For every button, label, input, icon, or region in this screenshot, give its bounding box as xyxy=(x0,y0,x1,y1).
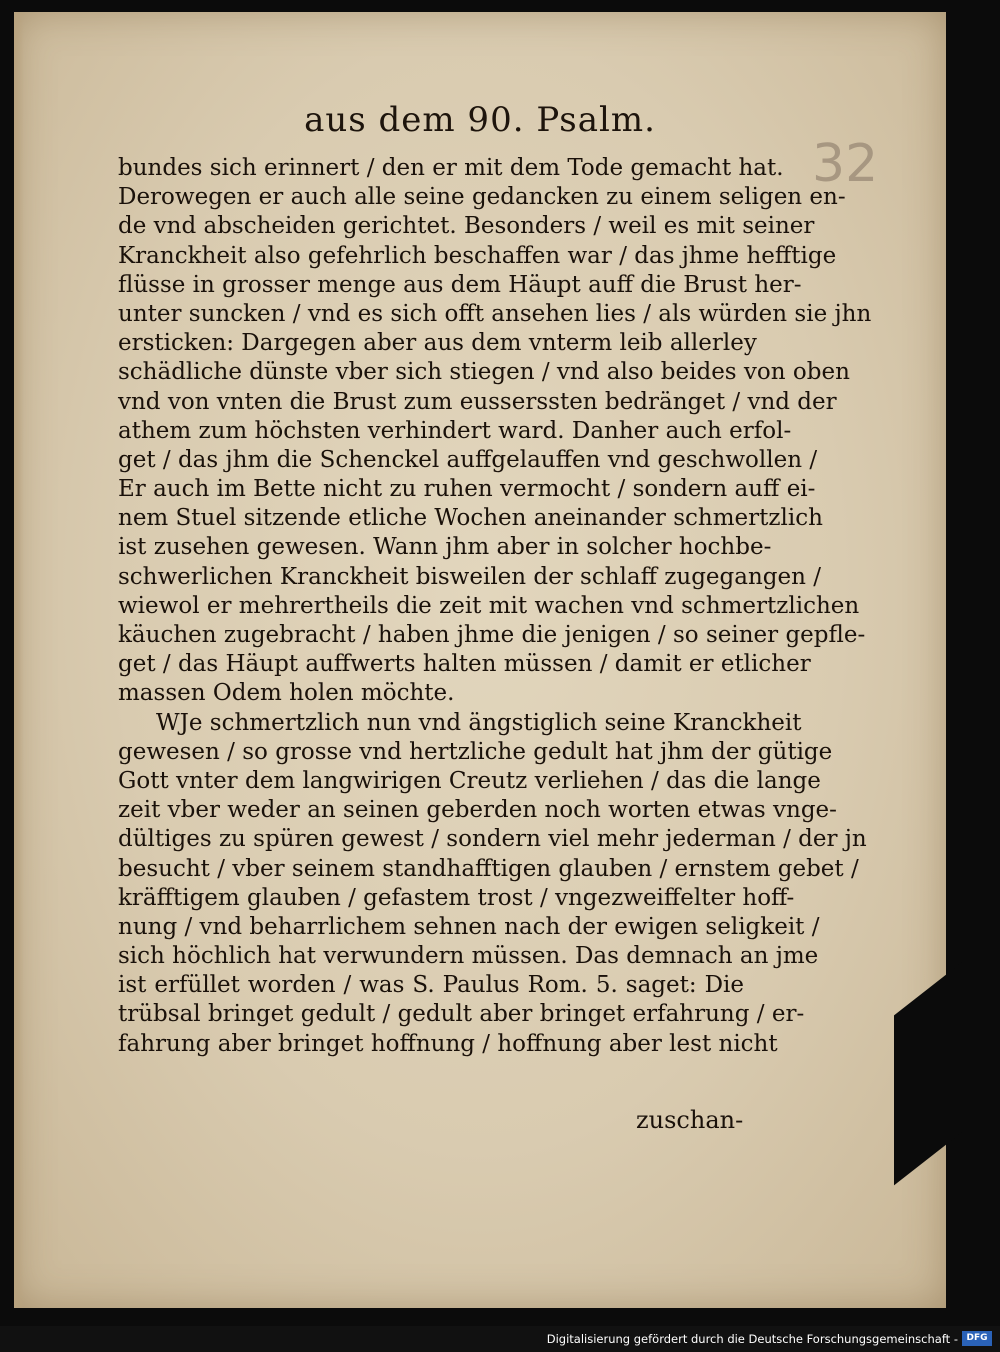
text-line: gewesen / so grosse vnd hertzliche gedult hat jhm der gütige xyxy=(118,738,833,765)
text-line: Derowegen er auch alle seine gedancken zu einem seligen en- xyxy=(118,184,846,211)
text-line: Gott vnter dem langwirigen Creutz verliehen / das die lange xyxy=(118,767,821,794)
text-line: nung / vnd beharrlichem sehnen nach der ewigen seligkeit / xyxy=(118,913,820,940)
text-line: vnd von vnten die Brust zum eusserssten bedränget / vnd der xyxy=(118,388,837,415)
text-line: bundes sich erinnert / den er mit dem Tode gemacht hat. xyxy=(118,155,784,181)
book-page xyxy=(14,12,946,1308)
funding-credit: Digitalisierung gefördert durch die Deutsche Forschungsgemeinschaft - xyxy=(546,1332,958,1346)
text-line: dültiges zu spüren gewest / sondern viel mehr jederman / der jn xyxy=(118,826,867,853)
text-line: trübsal bringet gedult / gedult aber bringet erfahrung / er- xyxy=(118,1001,805,1028)
text-line: ersticken: Dargegen aber aus dem vnterm leib allerley xyxy=(118,330,757,357)
text-line: käuchen zugebracht / haben jhme die jenigen / so seiner gepfle- xyxy=(118,622,866,648)
text-line: besucht / vber seinem standhafftigen glauben / ernstem gebet / xyxy=(118,855,859,882)
text-line: kräfftigem glauben / gefastem trost / vngezweiffelter hoff- xyxy=(118,884,795,911)
footer-bar xyxy=(0,1326,1000,1352)
text-line: schwerlichen Kranckheit bisweilen der schlaff zugegangen / xyxy=(118,563,821,590)
catchword: zuschan- xyxy=(636,1106,744,1134)
text-line: athem zum höchsten verhindert ward. Danher auch erfol- xyxy=(118,417,792,444)
text-line: get / das jhm die Schenckel auffgelauffen vnd geschwollen / xyxy=(118,446,818,473)
text-line: WJe schmertzlich nun vnd ängstiglich seine Kranckheit xyxy=(156,709,802,736)
text-line: unter suncken / vnd es sich offt ansehen lies / als würden sie jhn xyxy=(118,300,872,327)
text-line: ist zusehen gewesen. Wann jhm aber in solcher hochbe- xyxy=(118,534,772,561)
torn-page-corner xyxy=(894,961,964,1186)
dfg-logo-icon: DFG xyxy=(962,1331,992,1346)
text-line: ist erfüllet worden / was S. Paulus Rom. 5. saget: Die xyxy=(118,972,744,999)
text-line: de vnd abscheiden gerichtet. Besonders / weil es mit seiner xyxy=(118,213,815,240)
text-line: wiewol er mehrertheils die zeit mit wachen vnd schmertzlichen xyxy=(118,592,860,619)
text-line: massen Odem holen möchte. xyxy=(118,680,455,707)
text-line: zeit vber weder an seinen geberden noch worten etwas vnge- xyxy=(118,797,837,824)
text-line: sich höchlich hat verwundern müssen. Das demnach an jme xyxy=(118,943,819,970)
folio-number: 32 xyxy=(812,134,879,194)
text-line: Er auch im Bette nicht zu ruhen vermocht / sondern auff ei- xyxy=(118,476,816,503)
text-line: flüsse in grosser menge aus dem Häupt auff die Brust her- xyxy=(118,271,802,298)
text-line: nem Stuel sitzende etliche Wochen aneinander schmertzlich xyxy=(118,505,823,532)
text-line: get / das Häupt auffwerts halten müssen / damit er etlicher xyxy=(118,651,811,678)
text-line: fahrung aber bringet hoffnung / hoffnung aber lest nicht xyxy=(118,1030,778,1057)
running-head: aus dem 90. Psalm. xyxy=(304,100,656,140)
text-line: Kranckheit also gefehrlich beschaffen war / das jhme hefftige xyxy=(118,242,837,269)
text-line: schädliche dünste vber sich stiegen / vnd also beides von oben xyxy=(118,359,850,386)
page-edge-shadow xyxy=(14,12,24,1308)
